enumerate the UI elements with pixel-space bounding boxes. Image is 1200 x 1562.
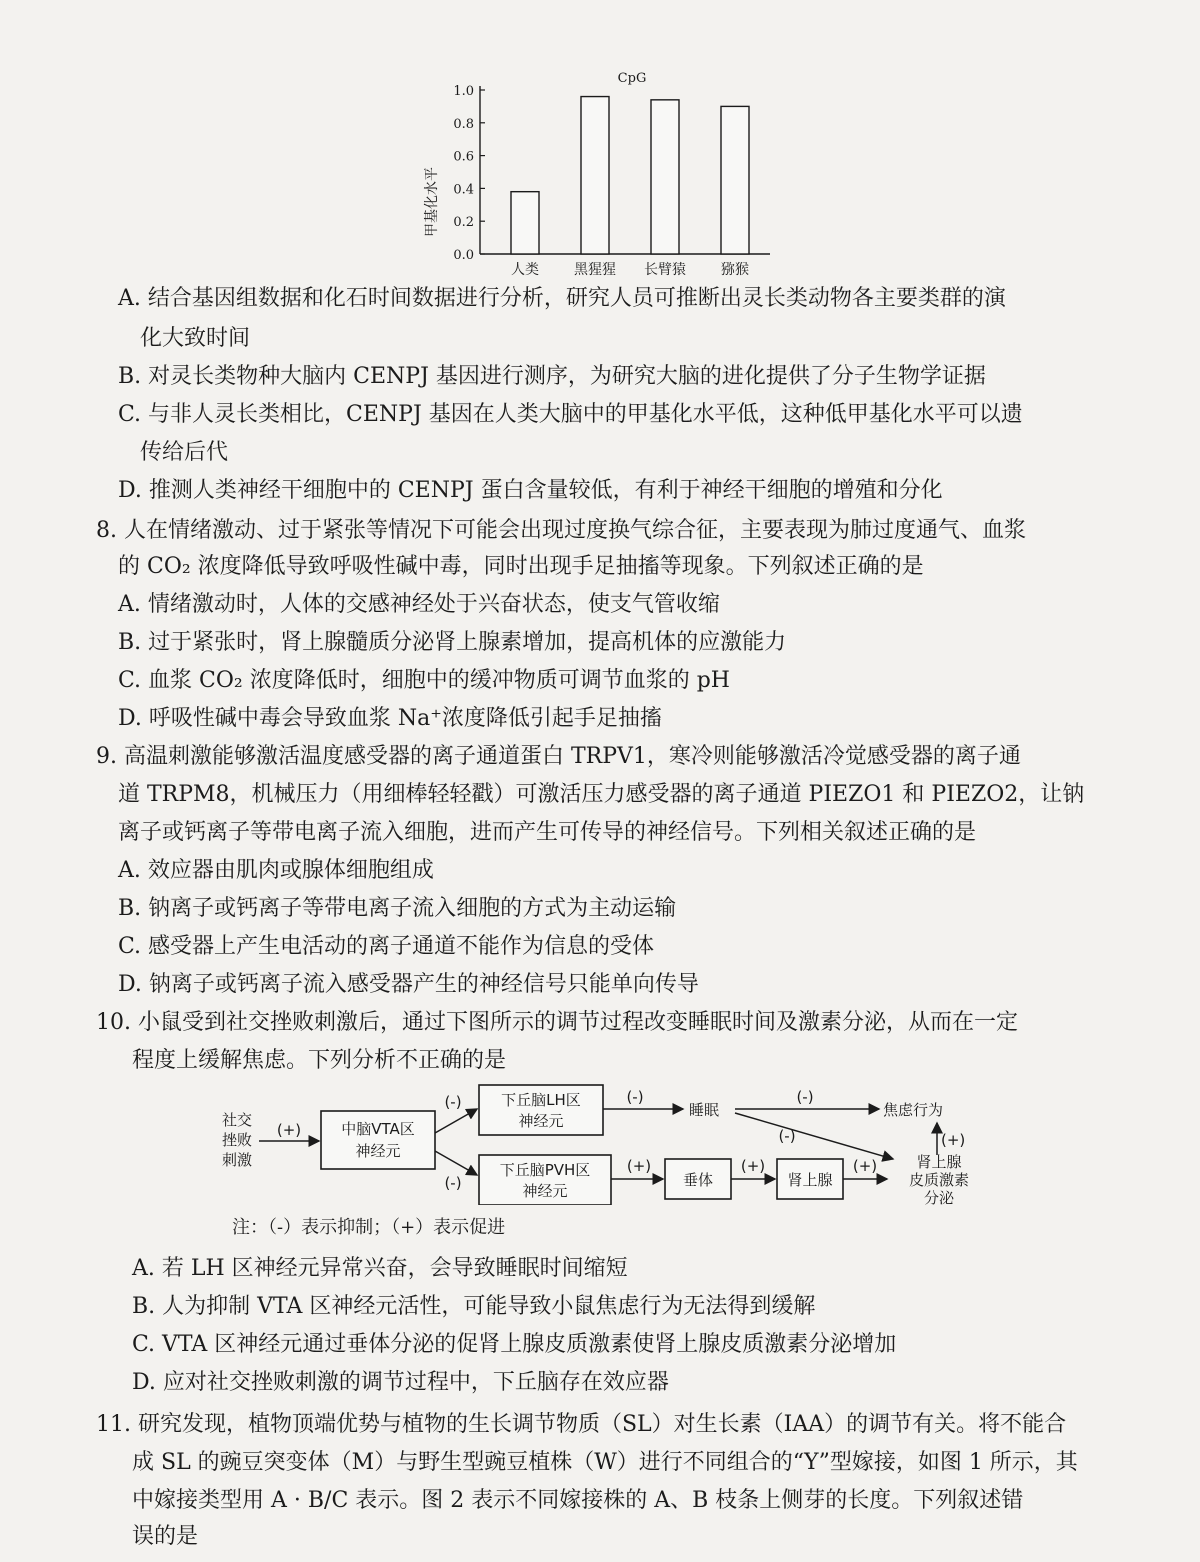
x-category-label: 猕猴 [721, 262, 749, 278]
lh-label-1: 下丘脑LH区 [501, 1091, 581, 1109]
bar-3 [721, 106, 749, 254]
q9-option-a: A. 效应器由肌肉或腺体细胞组成 [118, 858, 434, 883]
hormone-anxiety-sign: (+) [941, 1131, 966, 1149]
q11-stem-line1: 11. 研究发现，植物顶端优势与植物的生长调节物质（SL）对生长素（IAA）的调节有关。将不能合 [96, 1412, 1067, 1437]
q11-stem-line4: 误的是 [132, 1524, 199, 1549]
q7-option-d: D. 推测人类神经干细胞中的 CENPJ 蛋白含量较低，有利于神经干细胞的增殖和分化 [118, 478, 943, 503]
pvh-pituitary-sign: (+) [626, 1157, 652, 1175]
lh-label-2: 神经元 [518, 1112, 564, 1130]
hormone-label-1: 肾上腺 [916, 1153, 962, 1171]
pituitary-adrenal-sign: (+) [740, 1157, 766, 1175]
hormone-label-2: 皮质激素 [908, 1171, 970, 1189]
vta-pvh-sign: (-) [444, 1174, 462, 1192]
q8-option-a: A. 情绪激动时，人体的交感神经处于兴奋状态，使支气管收缩 [118, 592, 720, 617]
q7-option-c: C. 与非人灵长类相比，CENPJ 基因在人类大脑中的甲基化水平低，这种低甲基化水平可以遗 [118, 402, 1023, 427]
chart-x-labels [511, 261, 749, 278]
adrenal-hormone-sign: (+) [852, 1157, 878, 1175]
q10-option-b: B. 人为抑制 VTA 区神经元活性，可能导致小鼠焦虑行为无法得到缓解 [132, 1294, 816, 1319]
vta-label-2: 神经元 [355, 1142, 401, 1160]
vta-lh-sign: (-) [444, 1093, 462, 1111]
x-category-label: 黑猩猩 [574, 262, 616, 278]
q8-option-d: D. 呼吸性碱中毒会导致血浆 Na⁺浓度降低引起手足抽搐 [118, 706, 662, 731]
stimulus-label-1: 社交 [221, 1111, 253, 1129]
q9-stem-line1: 9. 高温刺激能够激活温度感受器的离子通道蛋白 TRPV1，寒冷则能够激活冷觉感受器的离子通 [96, 744, 1021, 769]
regulation-diagram [215, 1075, 995, 1205]
lh-sleep-sign: (-) [626, 1088, 644, 1106]
chart-bars [511, 97, 749, 254]
q7-option-a: A. 结合基因组数据和化石时间数据进行分析，研究人员可推断出灵长类动物各主要类群的演 [118, 286, 1006, 311]
vta-label-1: 中脑VTA区 [341, 1120, 415, 1138]
bar-0 [511, 192, 539, 254]
q8-option-c: C. 血浆 CO₂ 浓度降低时，细胞中的缓冲物质可调节血浆的 pH [118, 668, 730, 693]
y-tick-label: 0.6 [453, 149, 474, 165]
pvh-label-1: 下丘脑PVH区 [499, 1161, 591, 1179]
y-axis-label: 甲基化水平 [424, 167, 440, 237]
pituitary-label: 垂体 [682, 1171, 714, 1189]
q7-option-b: B. 对灵长类物种大脑内 CENPJ 基因进行测序，为研究大脑的进化提供了分子生物学证据 [118, 364, 986, 389]
y-tick-label: 0.8 [453, 116, 474, 132]
anxiety-label: 焦虑行为 [883, 1101, 944, 1119]
q9-option-b: B. 钠离子或钙离子等带电离子流入细胞的方式为主动运输 [118, 896, 677, 921]
x-category-label: 长臂猿 [644, 262, 686, 278]
q9-option-d: D. 钠离子或钙离子流入感受器产生的神经信号只能单向传导 [118, 972, 699, 997]
hormone-label-3: 分泌 [923, 1189, 955, 1205]
y-tick-label: 0.0 [453, 248, 474, 263]
q9-stem-line2: 道 TRPM8，机械压力（用细棒轻轻戳）可激活压力感受器的离子通道 PIEZO1 和 PIEZO2，让钠 [118, 782, 1085, 807]
sleep-anxiety-sign: (-) [796, 1088, 814, 1106]
stimulus-label-3: 刺激 [221, 1151, 253, 1169]
sleep-hormone-sign: (-) [778, 1127, 796, 1145]
sleep-label: 睡眠 [689, 1101, 720, 1119]
bar-2 [651, 100, 679, 254]
stimulus-vta-sign: (+) [276, 1121, 302, 1139]
pvh-label-2: 神经元 [522, 1182, 568, 1200]
q11-stem-line3: 中嫁接类型用 A · B/C 表示。图 2 表示不同嫁接株的 A、B 枝条上侧芽的长度。下列叙述错 [132, 1488, 1024, 1513]
q9-stem-line3: 离子或钙离子等带电离子流入细胞，进而产生可传导的神经信号。下列相关叙述正确的是 [118, 820, 977, 845]
chart-title: CpG [617, 71, 647, 86]
q8-stem-line2: 的 CO₂ 浓度降低导致呼吸性碱中毒，同时出现手足抽搐等现象。下列叙述正确的是 [118, 554, 924, 579]
q10-option-a: A. 若 LH 区神经元异常兴奋，会导致睡眠时间缩短 [132, 1256, 628, 1281]
bar-1 [581, 97, 609, 254]
q10-stem-line2: 程度上缓解焦虑。下列分析不正确的是 [132, 1048, 507, 1073]
q10-stem-line1: 10. 小鼠受到社交挫败刺激后，通过下图所示的调节过程改变睡眠时间及激素分泌，从而在一定 [96, 1010, 1018, 1035]
q11-stem-line2: 成 SL 的豌豆突变体（M）与野生型豌豆植株（W）进行不同组合的“Y”型嫁接，如图 1 所示，其 [132, 1450, 1078, 1475]
y-tick-label: 0.2 [453, 215, 474, 231]
methylation-bar-chart [410, 62, 780, 280]
q8-option-b: B. 过于紧张时，肾上腺髓质分泌肾上腺素增加，提高机体的应激能力 [118, 630, 787, 655]
y-tick-label: 0.4 [453, 182, 474, 198]
y-tick-label: 1.0 [453, 84, 474, 99]
q8-stem-line1: 8. 人在情绪激动、过于紧张等情况下可能会出现过度换气综合征，主要表现为肺过度通气、血浆 [96, 518, 1026, 543]
q7-option-c-cont: 传给后代 [140, 440, 229, 465]
q9-option-c: C. 感受器上产生电活动的离子通道不能作为信息的受体 [118, 934, 655, 959]
adrenal-label: 肾上腺 [787, 1171, 833, 1189]
q7-option-a-cont: 化大致时间 [140, 326, 251, 351]
q10-option-c: C. VTA 区神经元通过垂体分泌的促肾上腺皮质激素使肾上腺皮质激素分泌增加 [132, 1332, 897, 1357]
x-category-label: 人类 [511, 262, 539, 278]
stimulus-label-2: 挫败 [221, 1131, 253, 1149]
diagram-note: 注：（-）表示抑制；（+）表示促进 [232, 1217, 506, 1238]
q10-option-d: D. 应对社交挫败刺激的调节过程中，下丘脑存在效应器 [132, 1370, 669, 1395]
